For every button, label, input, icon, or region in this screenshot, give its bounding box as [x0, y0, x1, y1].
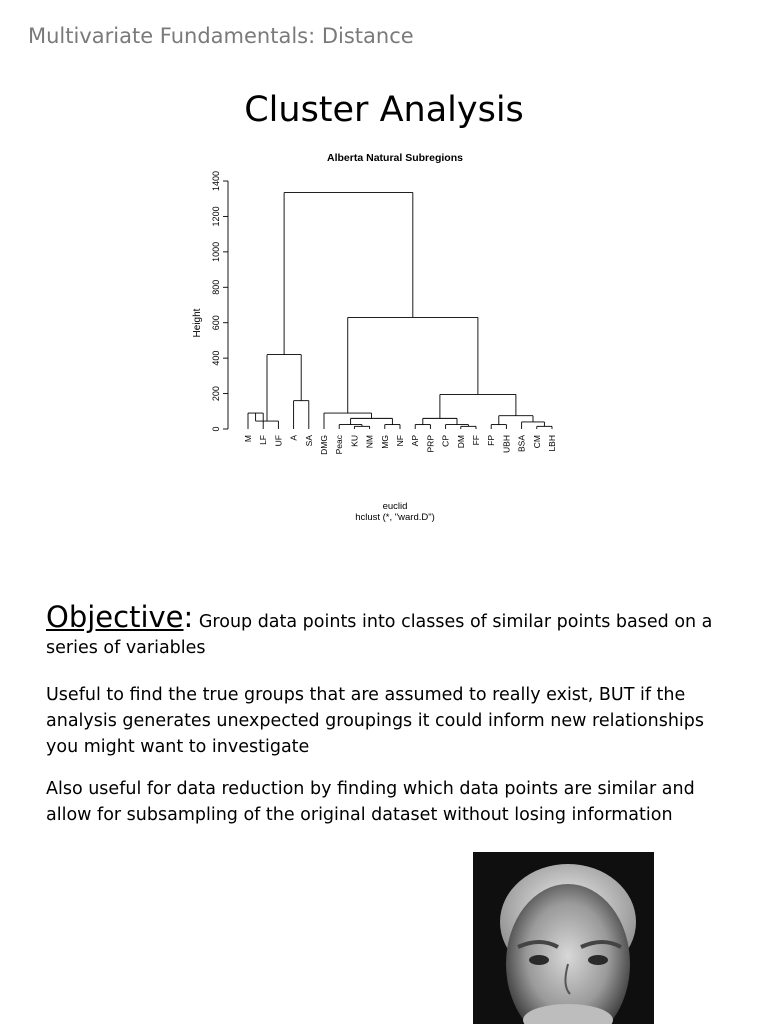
leaf-label: A: [288, 435, 299, 441]
leaf-label: UF: [273, 435, 284, 447]
slide-title: Cluster Analysis: [244, 90, 524, 130]
y-tick-label: 0: [211, 426, 221, 432]
chart-subtitle: hclust (*, "ward.D"): [355, 512, 435, 523]
leaf-label: NM: [364, 435, 375, 449]
y-tick-label: 1400: [211, 170, 221, 192]
leaf-label: NF: [395, 435, 405, 447]
leaf-label: DMG: [319, 435, 329, 455]
objective-colon: :: [183, 600, 194, 634]
y-tick-label: 600: [211, 315, 221, 331]
leaf-label: FP: [486, 435, 497, 446]
y-tick-label: 1200: [211, 206, 221, 227]
x-axis-label: euclid: [382, 501, 408, 512]
section-header: Multivariate Fundamentals: Distance: [28, 24, 414, 48]
leaf-label: CP: [440, 435, 451, 447]
leaf-label: CM: [531, 435, 542, 449]
y-tick-label: 1000: [211, 241, 221, 262]
y-tick-label: 800: [211, 279, 221, 295]
y-axis-label: Height: [192, 308, 203, 338]
leaf-label: AP: [410, 435, 421, 447]
usefulness-paragraph: Useful to find the true groups that are assumed to really exist, BUT if the analysis generates unexpected groupings it could inform new relationships you might want to investigate: [46, 685, 705, 757]
leaf-label: UBH: [501, 435, 512, 453]
leaf-label: BSA: [516, 435, 527, 453]
leaf-label: LF: [258, 435, 269, 445]
portrait-photo: [473, 852, 654, 1024]
leaf-label: PRP: [425, 435, 436, 453]
leaf-label: M: [243, 435, 253, 443]
leaf-label: KU: [349, 435, 360, 447]
data-reduction-paragraph: Also useful for data reduction by finding which data points are similar and allow for subsampling of the original dataset without losing information: [46, 779, 695, 825]
leaf-label: LBH: [547, 435, 557, 452]
objective-paragraph: [46, 600, 726, 661]
chart-title: Alberta Natural Subregions: [327, 152, 463, 164]
leaf-label: FF: [471, 435, 481, 446]
leaf-label: MG: [379, 435, 390, 449]
dendrogram-chart: [180, 145, 580, 530]
portrait-photo-icon: [473, 852, 654, 1024]
leaf-label: DM: [455, 435, 466, 449]
objective-label: Objective: [46, 600, 184, 634]
leaf-label: Peac: [334, 435, 345, 455]
leaf-label: SA: [303, 435, 314, 447]
y-tick-label: 400: [211, 350, 221, 366]
objective-body: Group data points into classes of similar points based on a series of variables: [46, 612, 713, 658]
y-tick-label: 200: [211, 386, 221, 402]
